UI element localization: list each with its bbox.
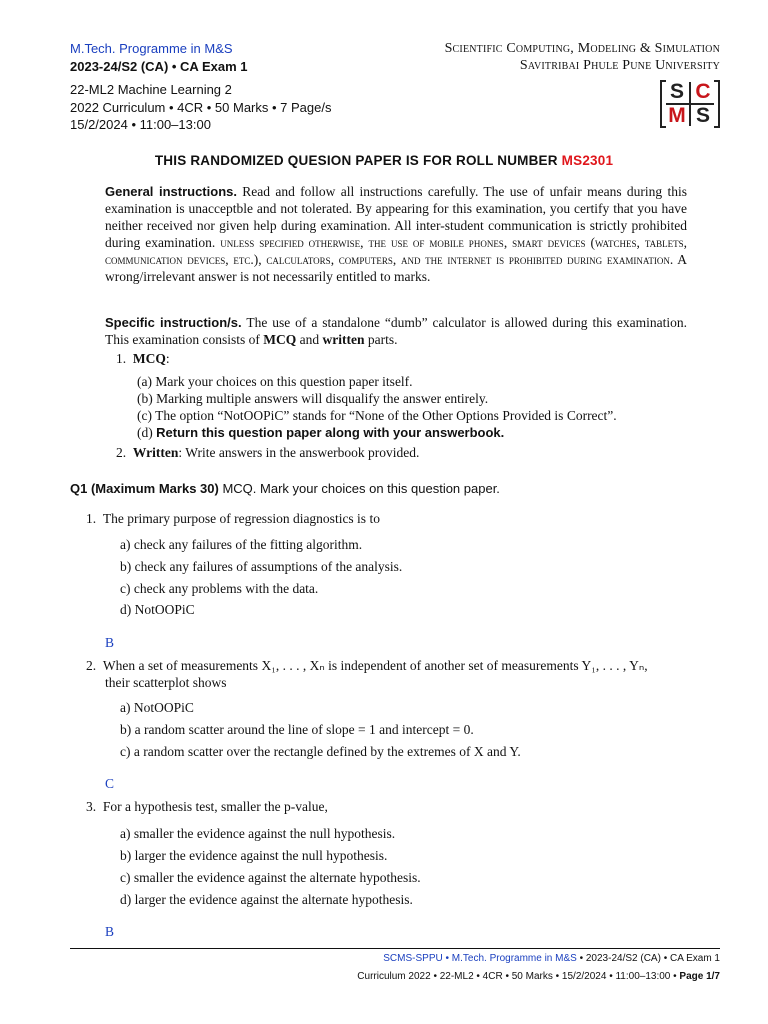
footer-line-1 <box>383 953 720 964</box>
q1-text: MCQ. Mark your choices on this question paper. <box>218 481 500 496</box>
university-name: Savitribai Phule Pune University <box>519 58 720 73</box>
question-num: 1. <box>86 511 97 526</box>
specific-instructions <box>105 314 687 348</box>
logo-letter-s: S <box>669 80 684 103</box>
question-1 <box>86 510 380 527</box>
q1-heading <box>70 481 500 496</box>
programme-name: M.Tech. Programme in M&S <box>70 41 233 56</box>
general-caps: unless specified otherwise, the use of mobile phones, smart devices (watches, tablets, communication devices, etc.), calculators, computers, and the internet is prohibited during examination. <box>105 235 687 267</box>
general-tail: A wrong/irrelevant answer is not necessarily entitled to marks. <box>105 252 687 284</box>
mcq-sub-a <box>137 373 413 390</box>
q2-answer: C <box>105 776 115 791</box>
scms-logo <box>660 80 720 128</box>
sub-text: The option “NotOOPiC” stands for “None of the Other Options Provided is Correct”. <box>155 408 617 423</box>
question-text-cont: their scatterplot shows <box>105 675 227 690</box>
sub-tag: (a) <box>137 374 152 389</box>
q1-option-b[interactable]: b) check any failures of assumptions of the analysis. <box>120 559 403 574</box>
q3-option-b[interactable]: b) larger the evidence against the null hypothesis. <box>120 848 388 863</box>
sub-text: Return this question paper along with your answerbook. <box>156 425 505 440</box>
logo-letter-c: C <box>695 80 711 103</box>
footer-exam: • 2023-24/S2 (CA) • CA Exam 1 <box>576 953 720 964</box>
department-name: Scientific Computing, Modeling & Simulation <box>444 41 720 56</box>
item-rest: : Write answers in the answerbook provided. <box>178 445 420 460</box>
mcq-sub-d <box>137 424 504 441</box>
q1-option-d[interactable]: d) NotOOPiC <box>120 602 195 617</box>
item-rest: : <box>165 351 170 366</box>
q3-option-d[interactable]: d) larger the evidence against the alternate hypothesis. <box>120 892 413 907</box>
page-number: Page 1/7 <box>679 971 720 982</box>
item-num: 2. <box>116 445 127 460</box>
specific-mcq: MCQ <box>263 332 297 347</box>
specific-lead: Specific instruction/s. <box>105 315 242 330</box>
mcq-sub-b <box>137 390 488 407</box>
sub-tag: (d) <box>137 425 153 440</box>
q2-option-a[interactable]: a) NotOOPiC <box>120 700 194 715</box>
specific-body2: parts. <box>364 332 398 347</box>
paper-title <box>0 153 768 168</box>
q3-answer: B <box>105 924 115 939</box>
q1-answer: B <box>105 635 115 650</box>
sub-text: Mark your choices on this question paper itself. <box>155 374 413 389</box>
item-label: Written <box>132 445 179 460</box>
general-instructions <box>105 183 687 285</box>
header-left <box>70 40 331 134</box>
footer-details: Curriculum 2022 • 22-ML2 • 4CR • 50 Marks • 15/2/2024 • 11:00–13:00 • <box>357 971 680 982</box>
q1-label: Q1 (Maximum Marks 30) <box>70 481 219 496</box>
logo-letter-s2: S <box>695 104 710 127</box>
question-num: 3. <box>86 799 97 814</box>
specific-and: and <box>296 332 323 347</box>
item-num: 1. <box>116 351 127 366</box>
q1-option-c[interactable]: c) check any problems with the data. <box>120 581 319 596</box>
mcq-sub-c <box>137 407 617 424</box>
general-body: Read and follow all instructions carefully. The use of unfair means during this examination is unacceptble and not tolerated. By appearing for this examination, you certify that you have neither received nor given help during examination. All inter-student communication is strictly prohibited during examination. <box>105 184 687 250</box>
general-lead: General instructions. <box>105 184 237 199</box>
curriculum-info: 2022 Curriculum • 4CR • 50 Marks • 7 Page/s <box>70 99 332 115</box>
specific-written: written <box>322 332 365 347</box>
logo-letter-m: M <box>668 104 686 127</box>
header-right <box>445 40 720 74</box>
question-2 <box>86 657 726 691</box>
question-text: The primary purpose of regression diagnostics is to <box>102 511 380 526</box>
roll-number: MS2301 <box>561 153 614 168</box>
q1-option-a[interactable]: a) check any failures of the fitting algorithm. <box>120 537 363 552</box>
q3-option-c[interactable]: c) smaller the evidence against the alternate hypothesis. <box>120 870 421 885</box>
sub-tag: (b) <box>137 391 153 406</box>
footer-divider <box>70 948 720 949</box>
q2-option-c[interactable]: c) a random scatter over the rectangle defined by the extremes of X and Y. <box>120 744 521 759</box>
footer-institution: SCMS-SPPU • M.Tech. Programme in M&S <box>383 953 577 964</box>
sub-tag: (c) <box>137 408 152 423</box>
question-text: When a set of measurements X₁, . . . , Xₙ is independent of another set of measurements Y₁, . . . , Yₙ, <box>102 658 648 673</box>
title-text: THIS RANDOMIZED QUESION PAPER IS FOR ROLL NUMBER <box>154 153 562 168</box>
specific-body1: The use of a standalone “dumb” calculator is allowed during this examination. This examination consists of <box>105 315 687 347</box>
exam-session: 2023-24/S2 (CA) • CA Exam 1 <box>70 58 248 74</box>
course-name: 22-ML2 Machine Learning 2 <box>70 82 232 97</box>
sub-text: Marking multiple answers will disqualify the answer entirely. <box>156 391 489 406</box>
exam-datetime: 15/2/2024 • 11:00–13:00 <box>70 117 211 132</box>
question-text: For a hypothesis test, smaller the p-value, <box>102 799 328 814</box>
q2-option-b[interactable]: b) a random scatter around the line of slope = 1 and intercept = 0. <box>120 722 474 737</box>
q3-option-a[interactable]: a) smaller the evidence against the null hypothesis. <box>120 826 396 841</box>
instruction-item-mcq <box>116 350 170 367</box>
item-label: MCQ <box>132 351 166 366</box>
footer-line-2 <box>357 971 720 982</box>
question-num: 2. <box>86 658 97 673</box>
question-3 <box>86 798 328 815</box>
instruction-item-written <box>116 444 419 461</box>
